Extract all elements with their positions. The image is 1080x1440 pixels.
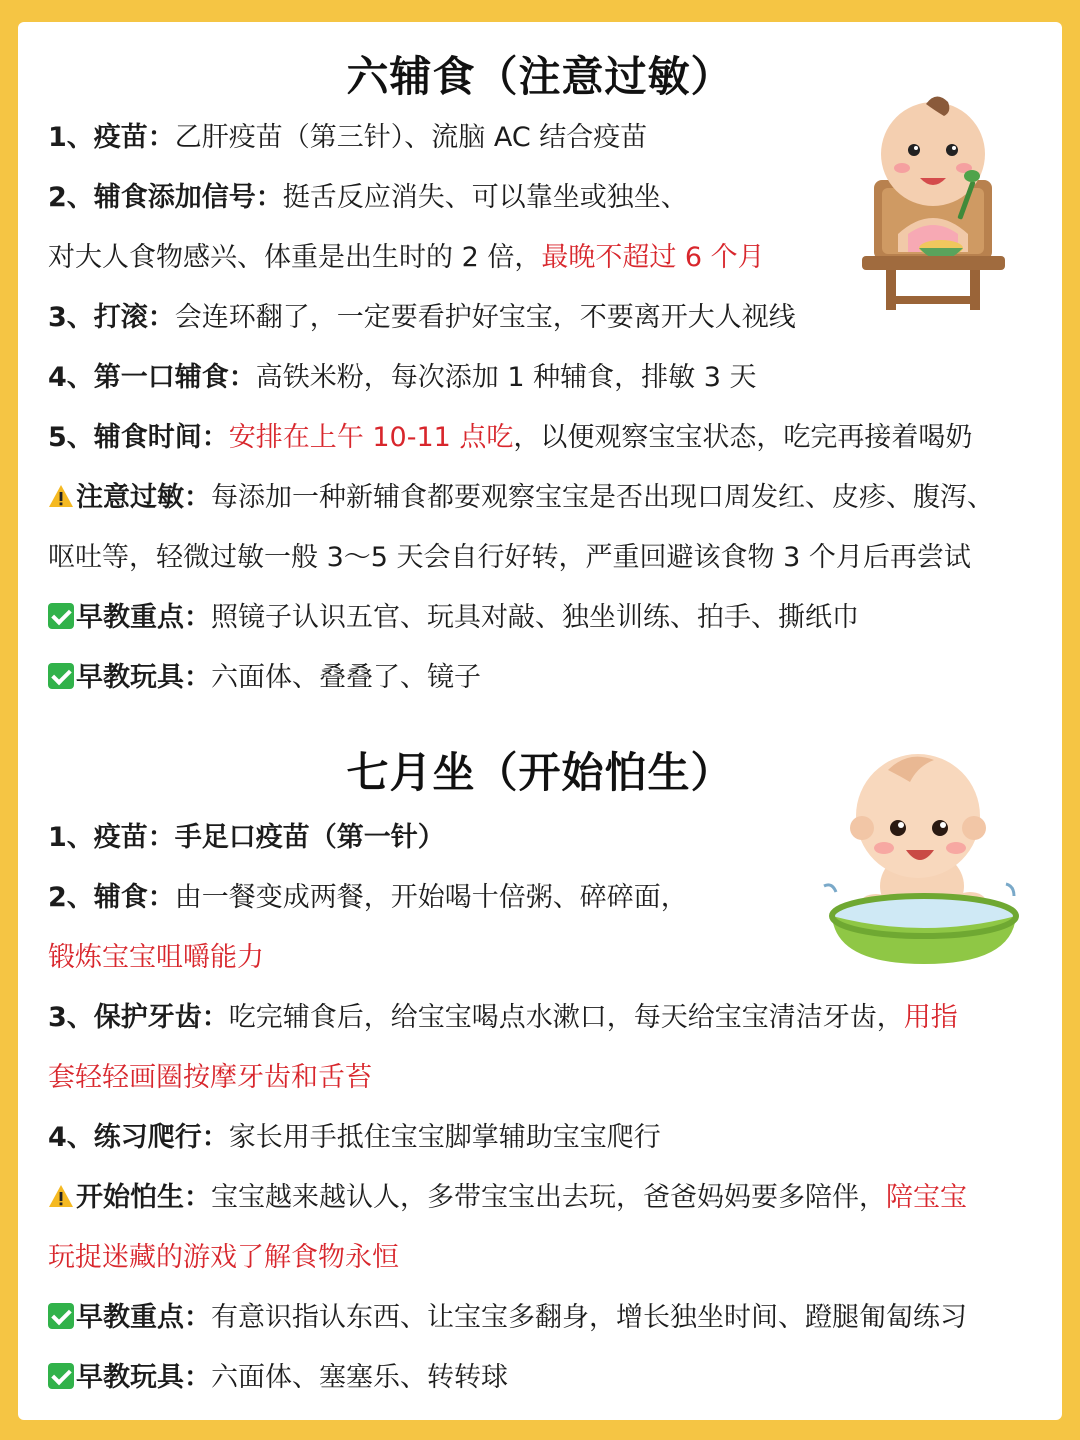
baby-in-bath-tub-illustration [810,736,1020,966]
s1-roll-text: 会连环翻了，一定要看护好宝宝，不要离开大人视线 [174,302,796,333]
check-icon [48,1363,74,1389]
content-card [18,22,1062,1420]
s1-allergy-text-2: 呕吐等，轻微过敏一般 3～5 天会自行好转，严重回避该食物 3 个月后再尝试 [48,542,971,573]
s2-food-label: 2、辅食： [48,882,175,913]
s2-vaccine-text: 手足口疫苗（第一针） [174,822,445,853]
s1-firstfood-label: 4、第一口辅食： [48,362,256,393]
check-icon [48,663,74,689]
s1-firstfood-line [48,358,1048,398]
s2-teeth-red-2: 套轻轻画圈按摩牙齿和舌苔 [48,1062,372,1093]
s1-edu-focus-text: 照镜子认识五官、玩具对敲、独坐训练、拍手、撕纸巾 [211,602,859,633]
s1-firstfood-text: 高铁米粉，每次添加 1 种辅食，排敏 3 天 [255,362,757,393]
s1-time-text: ，以便观察宝宝状态，吃完再接着喝奶 [513,422,973,453]
s1-time-red: 安排在上午 10-11 点吃 [228,422,514,453]
s1-signal-label: 2、辅食添加信号： [48,182,283,213]
s2-shy-text: 宝宝越来越认人，多带宝宝出去玩，爸爸妈妈要多陪伴， [211,1182,886,1213]
s2-food-red: 锻炼宝宝咀嚼能力 [48,942,264,973]
s1-signal-red: 最晚不超过 6 个月 [541,242,765,273]
s2-shy-line [48,1178,1048,1218]
s1-time-line [48,418,1048,458]
s1-signal-text: 挺舌反应消失、可以靠坐或独坐、 [282,182,688,213]
s1-vaccine-label: 1、疫苗： [48,122,175,153]
s2-teeth-line-cont [48,1058,1048,1098]
s2-teeth-line [48,998,1048,1038]
s2-crawl-text: 家长用手抵住宝宝脚掌辅助宝宝爬行 [228,1122,661,1153]
s1-roll-label: 3、打滚： [48,302,175,333]
s2-edu-toys-label: 早教玩具： [76,1362,211,1393]
s1-allergy-text: 每添加一种新辅食都要观察宝宝是否出现口周发红、皮疹、腹泻、 [211,482,994,513]
s1-edu-toys-text: 六面体、叠叠了、镜子 [211,662,481,693]
s2-shy-red: 陪宝宝 [886,1182,967,1213]
s2-edu-focus-text: 有意识指认东西、让宝宝多翻身，增长独坐时间、蹬腿匍匐练习 [211,1302,967,1333]
s2-edu-focus-line [48,1298,1048,1338]
s1-edu-focus-line [48,598,1048,638]
s2-edu-toys-text: 六面体、塞塞乐、转转球 [211,1362,508,1393]
s1-allergy-label: 注意过敏： [76,482,211,513]
s2-vaccine-label: 1、疫苗： [48,822,175,853]
s2-teeth-red: 用指 [903,1002,958,1033]
s2-food-text: 由一餐变成两餐，开始喝十倍粥、碎碎面， [174,882,688,913]
s1-allergy-line-cont [48,538,1048,578]
s1-time-label: 5、辅食时间： [48,422,229,453]
s2-shy-label: 开始怕生： [76,1182,211,1213]
warning-icon [48,1183,74,1209]
s2-edu-toys-line [48,1358,1048,1398]
s2-teeth-text: 吃完辅食后，给宝宝喝点水漱口，每天给宝宝清洁牙齿， [228,1002,904,1033]
section1-title: 六辅食（注意过敏） [346,52,734,101]
check-icon [48,603,74,629]
check-icon [48,1303,74,1329]
s1-vaccine-text: 乙肝疫苗（第三针）、流脑 AC 结合疫苗 [174,122,648,153]
s1-allergy-line [48,478,1048,518]
s1-signal-text-2: 对大人食物感兴、体重是出生时的 2 倍， [48,242,542,273]
s1-edu-focus-label: 早教重点： [76,602,211,633]
s2-edu-focus-label: 早教重点： [76,1302,211,1333]
s2-shy-line-cont [48,1238,1048,1278]
s2-shy-red-2: 玩捉迷藏的游戏了解食物永恒 [48,1242,399,1273]
baby-in-high-chair-illustration [856,84,1011,314]
s1-edu-toys-label: 早教玩具： [76,662,211,693]
warning-icon [48,483,74,509]
section2-title: 七月坐（开始怕生） [346,748,734,797]
s2-teeth-label: 3、保护牙齿： [48,1002,229,1033]
s1-edu-toys-line [48,658,1048,698]
s2-crawl-label: 4、练习爬行： [48,1122,229,1153]
s2-crawl-line [48,1118,1048,1158]
